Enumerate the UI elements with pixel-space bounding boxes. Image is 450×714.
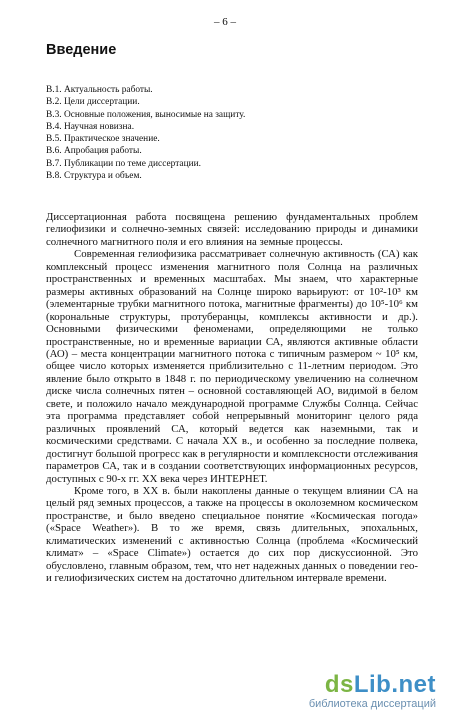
dslib-logo: dsLib.net xyxy=(324,671,436,698)
paragraph: Кроме того, в XX в. были накоплены данные о текущем влиянии СА на целый ряд земных процессов, а также на процессы в околоземном космическом пространстве, и было введено специальное понятие «Космическая погода» («Space Weather»). В то же время, связь длительных, эпохальных, климатических изменений с активностью Солнца (проблема «Космический климат» – «Space Climate») остается до сих пор дискуссионной. Это обусловлено, главным образом, тем, что нет надежных данных о поведении гео- и гелиофизических систем на достаточно длительном интервале времени. xyxy=(46,484,418,585)
toc-item: В.2. Цели диссертации. xyxy=(46,97,140,108)
toc-item: В.4. Научная новизна. xyxy=(46,121,135,132)
table-of-contents xyxy=(46,84,245,182)
section-title: Введение xyxy=(46,42,117,58)
toc-item: В.1. Актуальность работы. xyxy=(46,85,153,95)
body-text xyxy=(46,211,418,585)
toc-item: В.8. Структура и объем. xyxy=(46,171,142,182)
page-number: – 6 – xyxy=(214,16,236,28)
toc-item: В.5. Практическое значение. xyxy=(46,134,160,145)
toc-item: В.7. Публикации по теме диссертации. xyxy=(46,158,201,169)
paragraph: Диссертационная работа посвящена решению фундаментальных проблем гелиофизики и солнечно-земных связей: исследованию природы и динамики солнечного магнитного поля и его влияния на земные процессы. xyxy=(46,211,418,248)
dslib-watermark[interactable] xyxy=(309,672,436,710)
dslib-tagline: библиотека диссертаций xyxy=(308,698,436,710)
toc-item: В.6. Апробация работы. xyxy=(46,146,142,157)
paragraph: Современная гелиофизика рассматривает солнечную активность (СА) как комплексный процесс изменения магнитного поля Солнца на различных пространственных и временных масштабах. Мы знаем, что характерные размеры активных образований на Солнце широко варьируют: от 10²-10³ км (элементарные трубки магнитного потока, магнитные фрагменты) до 10⁵-10⁶ км (корональные структуры, протуберанцы, комплексы активности и др.). Основными физическими феноменами, определяющими не только пространственные, но и временные вариации СА, являются активные области (АО) – места концентрации магнитного потока с типичным размером ~ 10⁵ км, общее число которых изменяется приблизительно с 11-летним периодом. Это явление было открыто в 1848 г. по периодическому увеличению на солнечном диске числа солнечных пятен – основной составляющей АО, видимой в белом свете, и положило начало международной программе Службы Солнца. Сейчас эта программа представляет собой непрерывный мониторинг целого ряда различных проявлений СА, который ведется как наземными, так и космическими средствами. С начала XX в., и особенно за последние полвека, достигнут большой прогресс как в регулярности и комплексности отслеживания параметров СА, так и в создании соответствующих информационных ресурсов, доступных с 90-х гг. XX века через ИНТЕРНЕТ. xyxy=(46,248,418,485)
toc-item: В.3. Основные положения, выносимые на защиту. xyxy=(46,109,246,120)
